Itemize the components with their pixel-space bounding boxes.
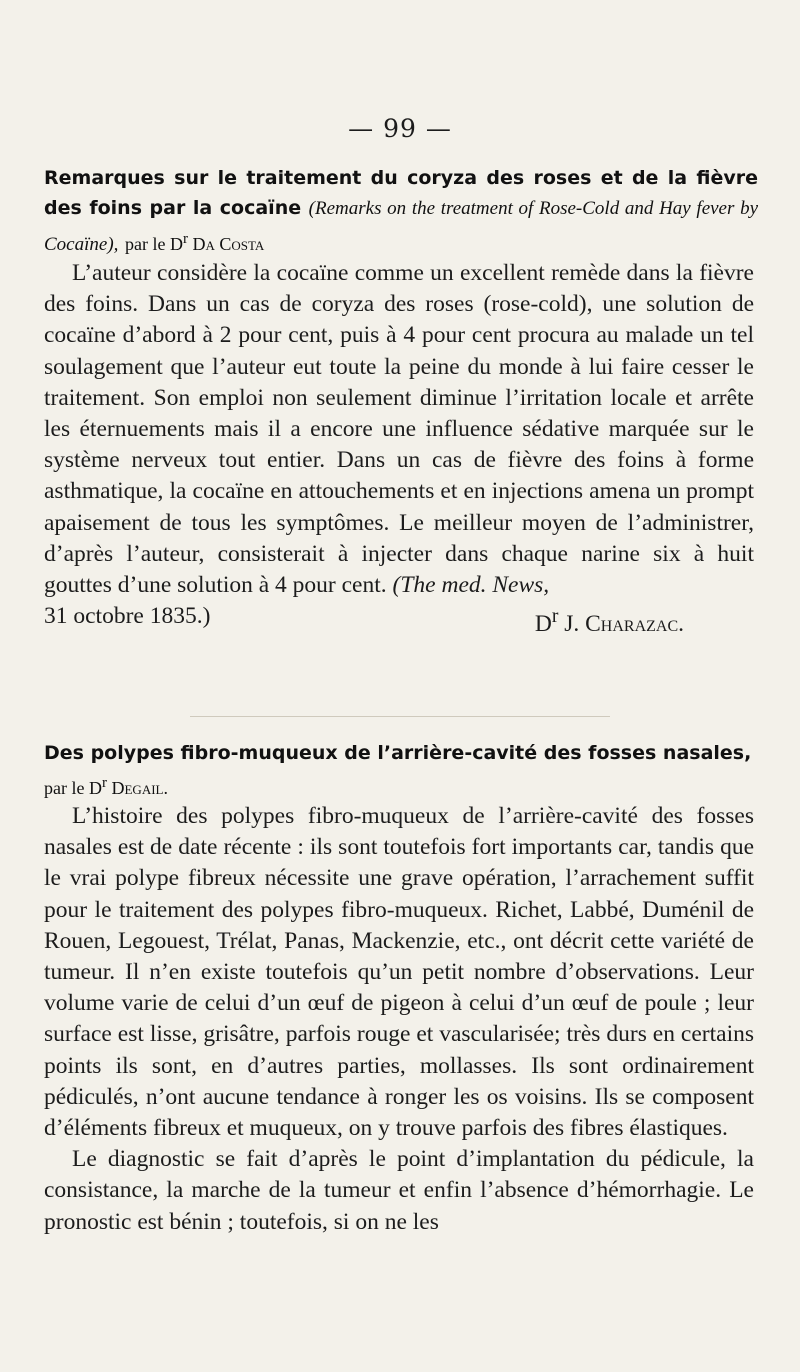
article1-signature-line xyxy=(44,601,754,640)
article1-body xyxy=(44,258,754,640)
article1-byline: par le $D^r$ Da Costa xyxy=(125,231,265,254)
article1-title: Remarques sur le traitement du coryza des roses et de la fièvre des foins par la cocaïne xyxy=(44,167,758,219)
article2-paragraph-1: L’histoire des polypes fibro-muqueux de l’arrière-cavité des fosses nasales est de date récente : ils sont toutefois fort importants car, tandis que le vrai polype fibreux nécessite une grave opération, l’arrachement suffit pour le traitement des polypes fibro-muqueux. Richet, Labbé, Duménil de Rouen, Legouest, Trélat, Panas, Mackenzie, etc., ont décrit cette variété de tumeur. Il n’en existe toutefois qu’un petit nombre d’observations. Leur volume varie de celui d’un œuf de pigeon à celui d’un œuf de poule ; leur surface est lisse, grisâtre, parfois rouge et vascularisée; très durs en certains points ils sont, en d’autres parties, mollasses. Ils sont ordinairement pédiculés, n’ont aucune tendance à ronger les os voisins. Ils se composent d’éléments fibreux et muqueux, on y trouve parfois des fibres élastiques. xyxy=(44,803,754,1142)
page-number: — 99 — xyxy=(348,114,452,143)
article2-paragraph-2: Le diagnostic se fait d’après le point d’implantation du pédicule, la consistance, la marche de la tumeur et enfin l’absence d’hémorrhagie. Le pronostic est bénin ; toutefois, si on ne les xyxy=(44,1146,754,1235)
article1-date: 31 octobre 1835.) xyxy=(44,603,211,630)
article1-paragraph: L’auteur considère la cocaïne comme un excellent remède dans la fièvre des foins. Dans un cas de coryza des roses (rose-cold), une solution de cocaïne d’abord à 2 pour cent, puis à 4 pour cent procura au malade un tel soulagement que l’auteur eut toute la peine du monde à lui faire cesser le traitement. Son emploi non seulement diminue l’irritation locale et arrête les éternuements mais il a encore une influence sédative marquée sur le système nerveux tout entier. Dans un cas de fièvre des foins à forme asthmatique, la cocaïne en attouchements et en injections amena un prompt apaisement de tous les symptômes. Le meilleur moyen de l’administrer, d’après l’auteur, consisterait à injecter dans chaque narine six à huit gouttes d’une solution à 4 pour cent. (The med. News, xyxy=(44,260,754,599)
article1-heading xyxy=(44,163,758,260)
article2-title: Des polypes fibro-muqueux de l’arrière-cavité des fosses nasales, xyxy=(44,742,752,764)
article2-byline: par le $D^r$ Degail. xyxy=(44,775,168,798)
article1-source: (The med. News, xyxy=(392,572,550,599)
article1-author: $D^r$ J. Charazac. xyxy=(534,606,684,638)
article2-heading xyxy=(44,738,758,803)
section-divider xyxy=(190,716,610,717)
article2-body xyxy=(44,801,754,1238)
article1-english-title: (Remarks on the treatment of Rose-Cold and Hay fever by Cocaïne), xyxy=(44,198,759,255)
